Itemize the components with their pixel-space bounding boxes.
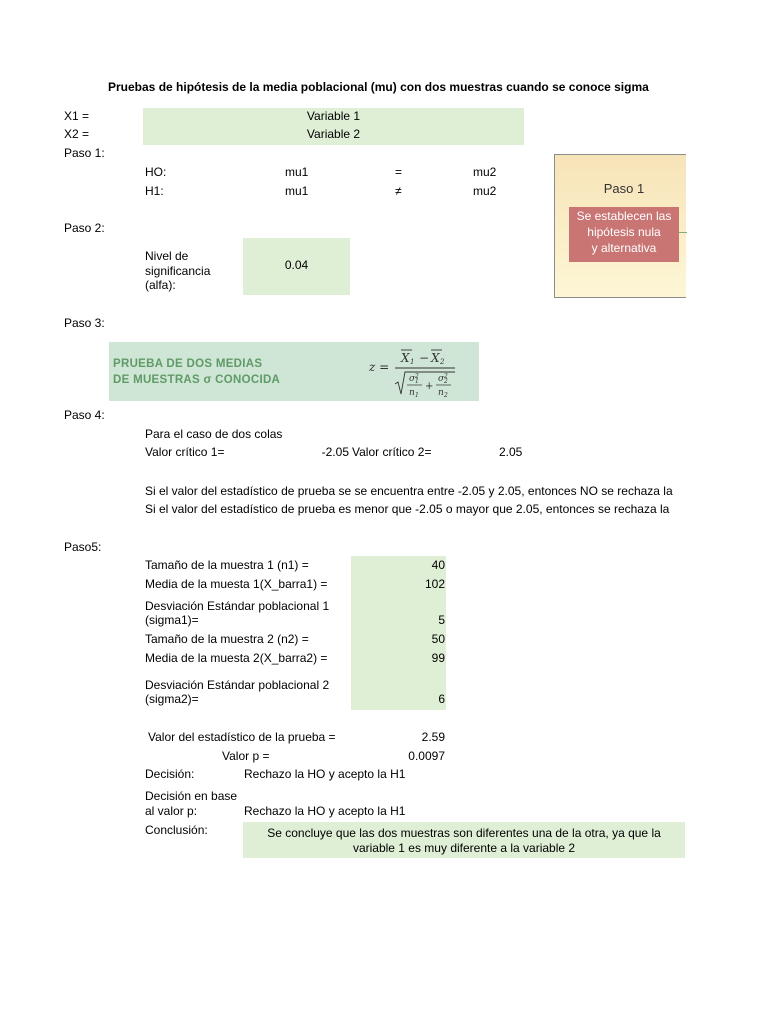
x2-mean-value[interactable]: 99 xyxy=(431,651,445,665)
critico2-value[interactable]: 2.05 xyxy=(499,445,523,459)
alfa-value[interactable]: 0.04 xyxy=(284,258,309,272)
x1-mean-value[interactable]: 102 xyxy=(424,577,445,591)
svg-text:1: 1 xyxy=(410,358,415,366)
step-graphic-line3: y alternativa xyxy=(591,241,657,255)
estadistico-value[interactable]: 2.59 xyxy=(421,730,445,744)
svg-text:n: n xyxy=(438,388,444,398)
sigma2-label-line1: Desviación Estándar poblacional 2 xyxy=(145,678,330,692)
connector-line xyxy=(679,232,687,233)
step-graphic-description xyxy=(569,207,679,262)
svg-text:1: 1 xyxy=(415,378,419,385)
page-title: Pruebas de hipótesis de la media poblacional (mu) con dos muestras cuando se conoce sigma xyxy=(108,80,649,94)
decision-p-label-line1: Decisión en base xyxy=(145,789,238,803)
valor-p-label: Valor p = xyxy=(222,749,270,763)
x2-value[interactable]: Variable 2 xyxy=(306,127,361,141)
svg-text:X: X xyxy=(431,351,440,365)
svg-text:+: + xyxy=(425,381,434,392)
h0-right[interactable]: mu2 xyxy=(473,165,497,179)
h0-operator[interactable]: = xyxy=(395,165,403,179)
decision-label: Decisión: xyxy=(145,767,195,781)
conclusion-line1: Se concluye que las dos muestras son diferentes una de la otra, ya que la xyxy=(267,826,661,840)
svg-text:n: n xyxy=(409,388,415,398)
estadistico-label: Valor del estadístico de la prueba = xyxy=(148,730,336,744)
x2-label: X2 = xyxy=(64,127,90,141)
formula-banner xyxy=(109,342,479,401)
z-formula-icon xyxy=(367,344,475,400)
svg-text:1: 1 xyxy=(415,392,419,399)
paso3-label: Paso 3: xyxy=(64,316,105,330)
valor-p-value[interactable]: 0.0097 xyxy=(408,749,445,763)
h0-name: HO: xyxy=(145,165,167,179)
n1-label: Tamaño de la muestra 1 (n1) = xyxy=(145,558,309,572)
n2-value[interactable]: 50 xyxy=(431,632,445,646)
svg-text:z =: z = xyxy=(369,360,390,374)
svg-text:2: 2 xyxy=(440,358,445,366)
critico1-value[interactable]: -2.05 xyxy=(321,445,349,459)
svg-text:σ: σ xyxy=(438,374,445,384)
paso5-label: Paso5: xyxy=(64,540,102,554)
svg-text:2: 2 xyxy=(444,373,448,380)
step-graphic-line2: hipótesis nula xyxy=(587,225,661,239)
conclusion-line2: variable 1 es muy diferente a la variable 2 xyxy=(352,841,576,855)
decision-value[interactable]: Rechazo la HO y acepto la H1 xyxy=(244,767,406,781)
decision-p-label-line2: al valor p: xyxy=(145,804,198,818)
paso2-label: Paso 2: xyxy=(64,221,105,235)
n2-label: Tamaño de la muestra 2 (n2) = xyxy=(145,632,309,646)
sigma1-label-line2: (sigma1)= xyxy=(145,613,199,627)
svg-text:σ: σ xyxy=(409,374,416,384)
paso1-step-graphic xyxy=(554,154,686,298)
n1-value[interactable]: 40 xyxy=(431,558,445,572)
x1-value[interactable]: Variable 1 xyxy=(306,109,361,123)
paso4-label: Paso 4: xyxy=(64,408,105,422)
decision-p-value[interactable]: Rechazo la HO y acepto la H1 xyxy=(244,804,406,818)
conclusion-label: Conclusión: xyxy=(145,823,208,837)
h1-left[interactable]: mu1 xyxy=(285,184,309,198)
step-graphic-line1: Se establecen las xyxy=(576,209,672,223)
svg-text:−: − xyxy=(419,351,430,365)
regla-rechazo: Si el valor del estadístico de prueba es menor que -2.05 o mayor que 2.05, entonces se rechaza la xyxy=(145,502,670,516)
sigma1-label-line1: Desviación Estándar poblacional 1 xyxy=(145,599,330,613)
x1-mean-label: Media de la muesta 1(X_barra1) = xyxy=(145,577,328,591)
sigma1-value[interactable]: 5 xyxy=(438,613,445,627)
svg-text:X: X xyxy=(401,351,410,365)
step-graphic-title: Paso 1 xyxy=(603,181,645,196)
svg-text:2: 2 xyxy=(444,378,448,385)
sigma2-value[interactable]: 6 xyxy=(438,692,445,706)
alfa-label-line3: (alfa): xyxy=(145,278,176,292)
h1-name: H1: xyxy=(145,184,164,198)
svg-text:2: 2 xyxy=(444,392,448,399)
banner-line2: DE MUESTRAS σ CONOCIDA xyxy=(113,374,281,386)
alfa-label-line1: Nivel de xyxy=(145,249,189,263)
x1-label: X1 = xyxy=(64,109,90,123)
alfa-label-line2: significancia xyxy=(145,264,211,278)
h0-left[interactable]: mu1 xyxy=(285,165,309,179)
regla-no-rechazo: Si el valor del estadístico de prueba se se encuentra entre -2.05 y 2.05, entonces NO se rechaza la xyxy=(145,484,673,498)
critico2-label: Valor crítico 2= xyxy=(352,445,432,459)
caso-text: Para el caso de dos colas xyxy=(145,427,283,441)
critico1-label: Valor crítico 1= xyxy=(145,445,225,459)
h1-operator[interactable]: ≠ xyxy=(395,184,402,198)
sigma2-label-line2: (sigma2)= xyxy=(145,692,199,706)
svg-text:2: 2 xyxy=(415,373,419,380)
x2-mean-label: Media de la muesta 2(X_barra2) = xyxy=(145,651,328,665)
h1-right[interactable]: mu2 xyxy=(473,184,497,198)
paso1-label: Paso 1: xyxy=(64,146,105,160)
banner-line1: PRUEBA DE DOS MEDIAS xyxy=(113,358,263,370)
